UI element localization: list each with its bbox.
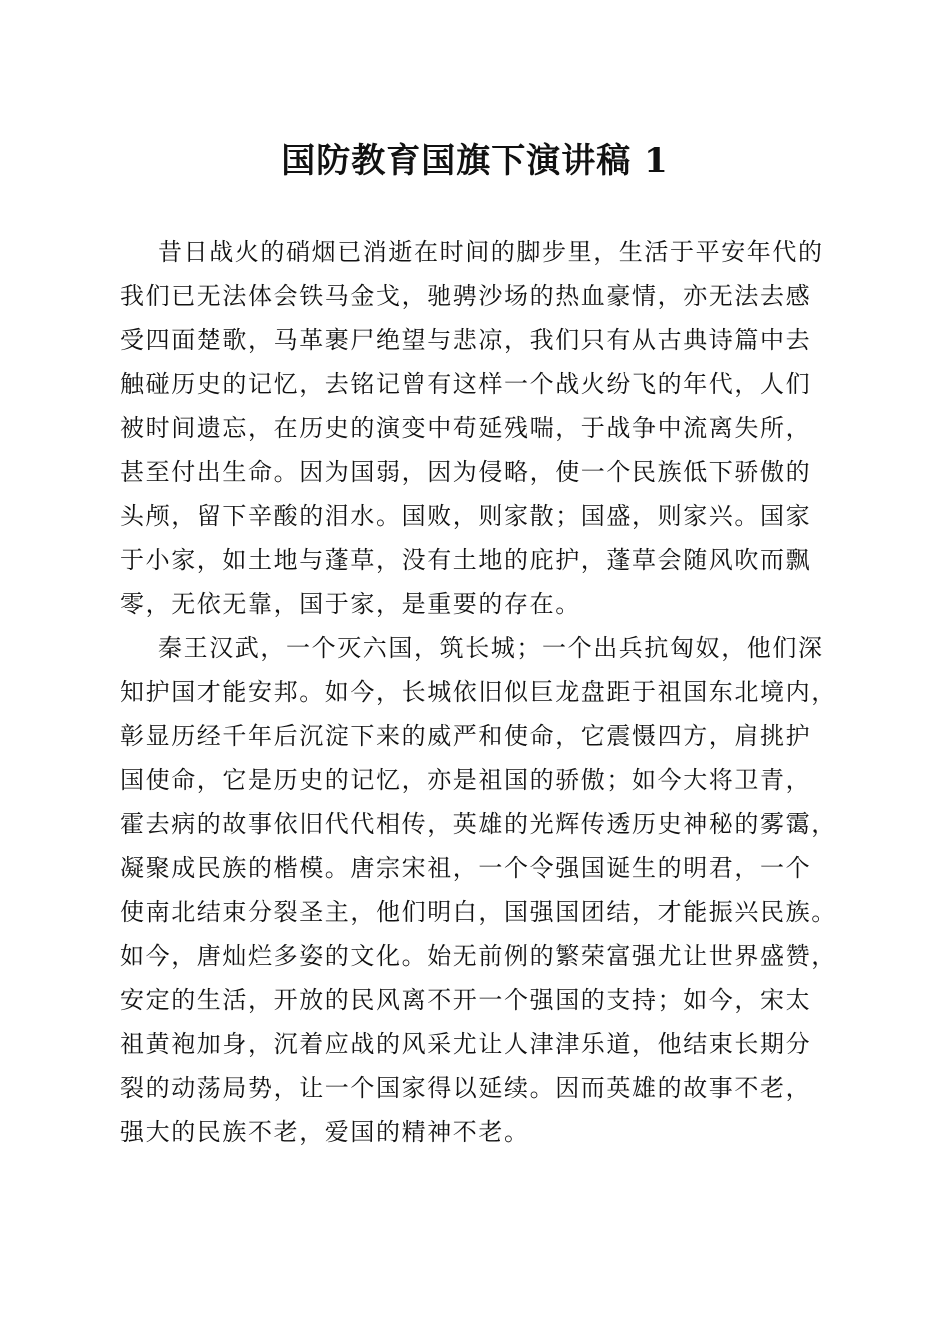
paragraph-line: 霍去病的故事依旧代代相传，英雄的光辉传透历史神秘的雾霭， (120, 810, 837, 838)
paragraph-line: 祖黄袍加身，沉着应战的风采尤让人津津乐道，他结束长期分 (120, 1030, 812, 1058)
document-body (120, 230, 840, 1154)
paragraph-line: 国使命，它是历史的记忆，亦是祖国的骄傲；如今大将卫青， (120, 766, 812, 794)
document-title: 国防教育国旗下演讲稿 1 (281, 141, 669, 181)
paragraph-line: 触碰历史的记忆，去铭记曾有这样一个战火纷飞的年代，人们 (120, 370, 812, 398)
paragraph-line: 受四面楚歌，马革裹尸绝望与悲凉，我们只有从古典诗篇中去 (120, 326, 812, 354)
paragraph-line: 如今，唐灿烂多姿的文化。始无前例的繁荣富强尤让世界盛赞， (120, 942, 837, 970)
paragraph-line: 零，无依无靠，国于家，是重要的存在。 (120, 590, 581, 618)
paragraph-line: 甚至付出生命。因为国弱，因为侵略，使一个民族低下骄傲的 (120, 458, 812, 486)
paragraph-line: 裂的动荡局势，让一个国家得以延续。因而英雄的故事不老， (120, 1074, 812, 1102)
paragraph-line: 我们已无法体会铁马金戈，驰骋沙场的热血豪情，亦无法去感 (120, 282, 812, 310)
paragraph-line: 使南北结束分裂圣主，他们明白，国强国团结，才能振兴民族。 (120, 898, 837, 926)
paragraph-line: 昔日战火的硝烟已消逝在时间的脚步里，生活于平安年代的 (158, 238, 824, 266)
paragraph-line: 安定的生活，开放的民风离不开一个强国的支持；如今，宋太 (120, 986, 812, 1014)
paragraph-line: 知护国才能安邦。如今，长城依旧似巨龙盘距于祖国东北境内， (120, 678, 837, 706)
paragraph-line: 秦王汉武，一个灭六国，筑长城；一个出兵抗匈奴，他们深 (158, 634, 824, 662)
paragraph-2 (120, 626, 840, 1154)
paragraph-line: 强大的民族不老，爱国的精神不老。 (120, 1118, 530, 1146)
paragraph-line: 凝聚成民族的楷模。唐宗宋祖，一个令强国诞生的明君，一个 (120, 854, 812, 882)
paragraph-line: 头颅，留下辛酸的泪水。国败，则家散；国盛，则家兴。国家 (120, 502, 812, 530)
paragraph-1 (120, 230, 840, 626)
paragraph-line: 彰显历经千年后沉淀下来的威严和使命，它震慑四方，肩挑护 (120, 722, 812, 750)
paragraph-line: 于小家，如土地与蓬草，没有土地的庇护，蓬草会随风吹而飘 (120, 546, 812, 574)
paragraph-line: 被时间遗忘，在历史的演变中苟延残喘，于战争中流离失所， (120, 414, 812, 442)
